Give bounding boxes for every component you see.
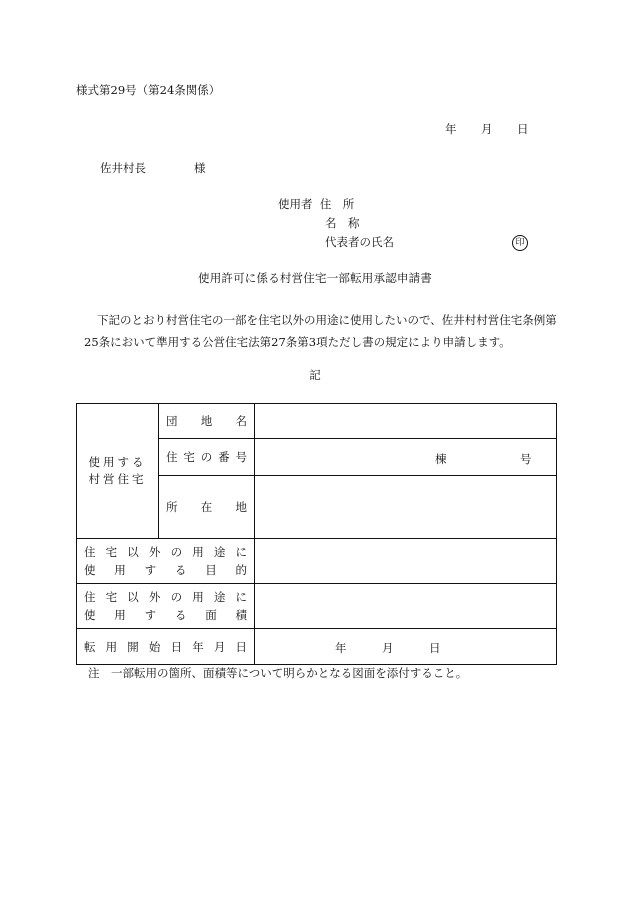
body-text: 下記のとおり村営住宅の一部を住宅以外の用途に使用したいので、佐井村村営住宅条例第25条において準用する公営住宅法第27条第3項ただし書の規定により申請します。 [84, 313, 557, 349]
purpose-value-cell[interactable] [255, 539, 557, 584]
group-header-cell [77, 404, 159, 539]
bango-label: 住宅の番号 [166, 450, 247, 464]
representative-label: 代表者の氏名 [325, 235, 394, 249]
date-header [445, 124, 529, 136]
table-row [77, 584, 557, 629]
day-label: 日 [517, 122, 529, 136]
table-row [77, 404, 557, 439]
go-label: 号 [520, 452, 532, 466]
applicant-block [278, 199, 394, 256]
danchi-label-cell [159, 404, 255, 439]
start-date-value-cell[interactable] [255, 629, 557, 665]
start-date-label-cell [77, 629, 255, 665]
address-label: 住 所 [319, 197, 355, 211]
to-label: 棟 [435, 452, 447, 466]
purpose-label-cell [77, 539, 255, 584]
area-line-2: 使用する面積 [84, 608, 247, 622]
area-value-cell[interactable] [255, 584, 557, 629]
start-date-label: 転用開始日年月日 [84, 639, 247, 654]
application-table [76, 403, 557, 665]
bango-value-cell[interactable] [255, 439, 557, 476]
purpose-line-1: 住宅以外の用途に [84, 545, 247, 559]
start-day-label: 日 [429, 641, 441, 655]
seal-mark: 印 [512, 235, 528, 251]
shozaichi-value-cell[interactable] [255, 476, 557, 539]
area-line-1: 住宅以外の用途に [84, 590, 247, 604]
group-label-line-2: 村営住宅 [88, 472, 147, 486]
group-label-line-1: 使用する [88, 455, 147, 469]
addressee-name: 佐井村長 [100, 161, 146, 175]
month-label: 月 [481, 122, 493, 136]
name-label: 名 称 [325, 216, 360, 230]
start-year-label: 年 [335, 641, 347, 655]
danchi-label: 団 地 名 [166, 414, 247, 428]
footnote: 注 一部転用の箇所、面積等について明らかとなる図面を添付すること。 [88, 666, 468, 680]
addressee-honorific: 様 [194, 161, 206, 175]
applicant-label: 使用者 [278, 197, 313, 211]
shozaichi-label-cell [159, 476, 255, 539]
document-title: 使用許可に係る村営住宅一部転用承認申請書 [198, 271, 432, 285]
table-row [77, 539, 557, 584]
ki-heading: 記 [309, 368, 321, 382]
purpose-line-2: 使用する目的 [84, 563, 247, 577]
shozaichi-label: 所 在 地 [166, 500, 247, 514]
year-label: 年 [445, 122, 457, 136]
bango-label-cell [159, 439, 255, 476]
danchi-value-cell[interactable] [255, 404, 557, 439]
start-month-label: 月 [382, 641, 394, 655]
area-label-cell [77, 584, 255, 629]
table-row [77, 629, 557, 665]
addressee [100, 163, 206, 175]
form-number: 様式第29号（第24条関係） [76, 83, 221, 97]
